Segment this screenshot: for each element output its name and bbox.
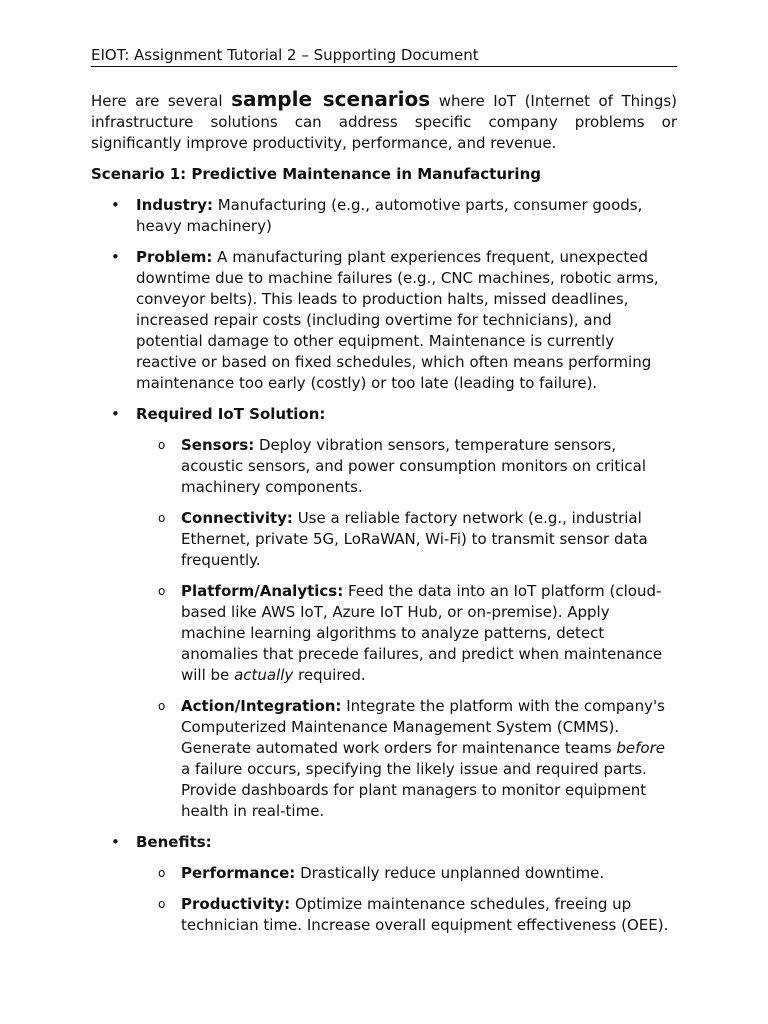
industry-label: Industry: (136, 196, 213, 214)
bullet-icon: • (111, 196, 120, 214)
sublist-item-performance (136, 863, 677, 884)
connectivity-text: Use a reliable factory network (e.g., industrial Ethernet, private 5G, LoRaWAN, Wi-Fi) to transmit sensor data frequently. (181, 509, 648, 569)
benefits-sublist (136, 863, 677, 936)
bullet-icon: • (111, 248, 120, 266)
circle-bullet-icon: o (158, 438, 166, 452)
sublist-item-productivity (136, 894, 677, 936)
platform-label: Platform/Analytics: (181, 582, 344, 600)
list-item-solution (91, 404, 677, 822)
list-item-problem (91, 247, 677, 394)
benefits-label: Benefits: (136, 833, 212, 851)
header-title: EIOT: Assignment Tutorial 2 – Supporting Document (91, 46, 479, 64)
problem-text: A manufacturing plant experiences frequent, unexpected downtime due to machine failures (e.g., CNC machines, robotic arms, conveyor belts). This leads to production halts, missed deadlines, increased repair costs (including overtime for technicians), and potential damage to other equipment. Maintenance is currently reactive or based on fixed schedules, which often means performing maintenance too early (costly) or too late (leading to failure). (136, 248, 659, 392)
platform-text-end: required. (293, 666, 366, 684)
list-item-industry (91, 195, 677, 237)
problem-label: Problem: (136, 248, 213, 266)
bullet-icon: • (111, 833, 120, 851)
solution-label: Required IoT Solution: (136, 405, 326, 423)
performance-text: Drastically reduce unplanned downtime. (295, 864, 605, 882)
document-header (91, 45, 677, 67)
circle-bullet-icon: o (158, 699, 166, 713)
intro-prefix: Here are several (91, 92, 232, 110)
sensors-text: Deploy vibration sensors, temperature sensors, acoustic sensors, and power consumption monitors on critical machinery components. (181, 436, 647, 496)
sensors-label: Sensors: (181, 436, 255, 454)
scenario-list (91, 195, 677, 936)
productivity-label: Productivity: (181, 895, 291, 913)
sublist-item-connectivity (136, 508, 677, 571)
sublist-item-sensors (136, 435, 677, 498)
intro-paragraph (91, 89, 677, 154)
circle-bullet-icon: o (158, 511, 166, 525)
circle-bullet-icon: o (158, 866, 166, 880)
circle-bullet-icon: o (158, 584, 166, 598)
document-body (91, 89, 677, 946)
bullet-icon: • (111, 405, 120, 423)
productivity-text: Optimize maintenance schedules, freeing up technician time. Increase overall equipment effectiveness (OEE). (181, 895, 669, 934)
sublist-item-action (136, 696, 677, 822)
action-text-italic: before (616, 739, 665, 757)
solution-sublist (136, 435, 677, 822)
list-item-benefits (91, 832, 677, 936)
scenario-heading: Scenario 1: Predictive Maintenance in Manufacturing (91, 165, 541, 183)
platform-text-italic: actually (234, 666, 294, 684)
intro-emphasis: sample scenarios (231, 87, 431, 111)
industry-text: Manufacturing (e.g., automotive parts, consumer goods, heavy machinery) (136, 196, 643, 235)
intro-suffix: where IoT (Internet of Things) infrastructure solutions can address specific company problems or significantly improve productivity, performance, and revenue. (91, 92, 678, 152)
performance-label: Performance: (181, 864, 296, 882)
action-label: Action/Integration: (181, 697, 342, 715)
action-text: Integrate the platform with the company's Computerized Maintenance Management System (CMMS). Generate automated work orders for maintenance teams (181, 697, 665, 757)
action-text-end: a failure occurs, specifying the likely issue and required parts. Provide dashboards for plant managers to monitor equipment health in real-time. (181, 760, 647, 820)
sublist-item-platform (136, 581, 677, 686)
platform-text: Feed the data into an IoT platform (cloud-based like AWS IoT, Azure IoT Hub, or on-premise). Apply machine learning algorithms to analyze patterns, detect anomalies that precede failures, and predict when maintenance will be (181, 582, 663, 684)
connectivity-label: Connectivity: (181, 509, 293, 527)
circle-bullet-icon: o (158, 897, 166, 911)
